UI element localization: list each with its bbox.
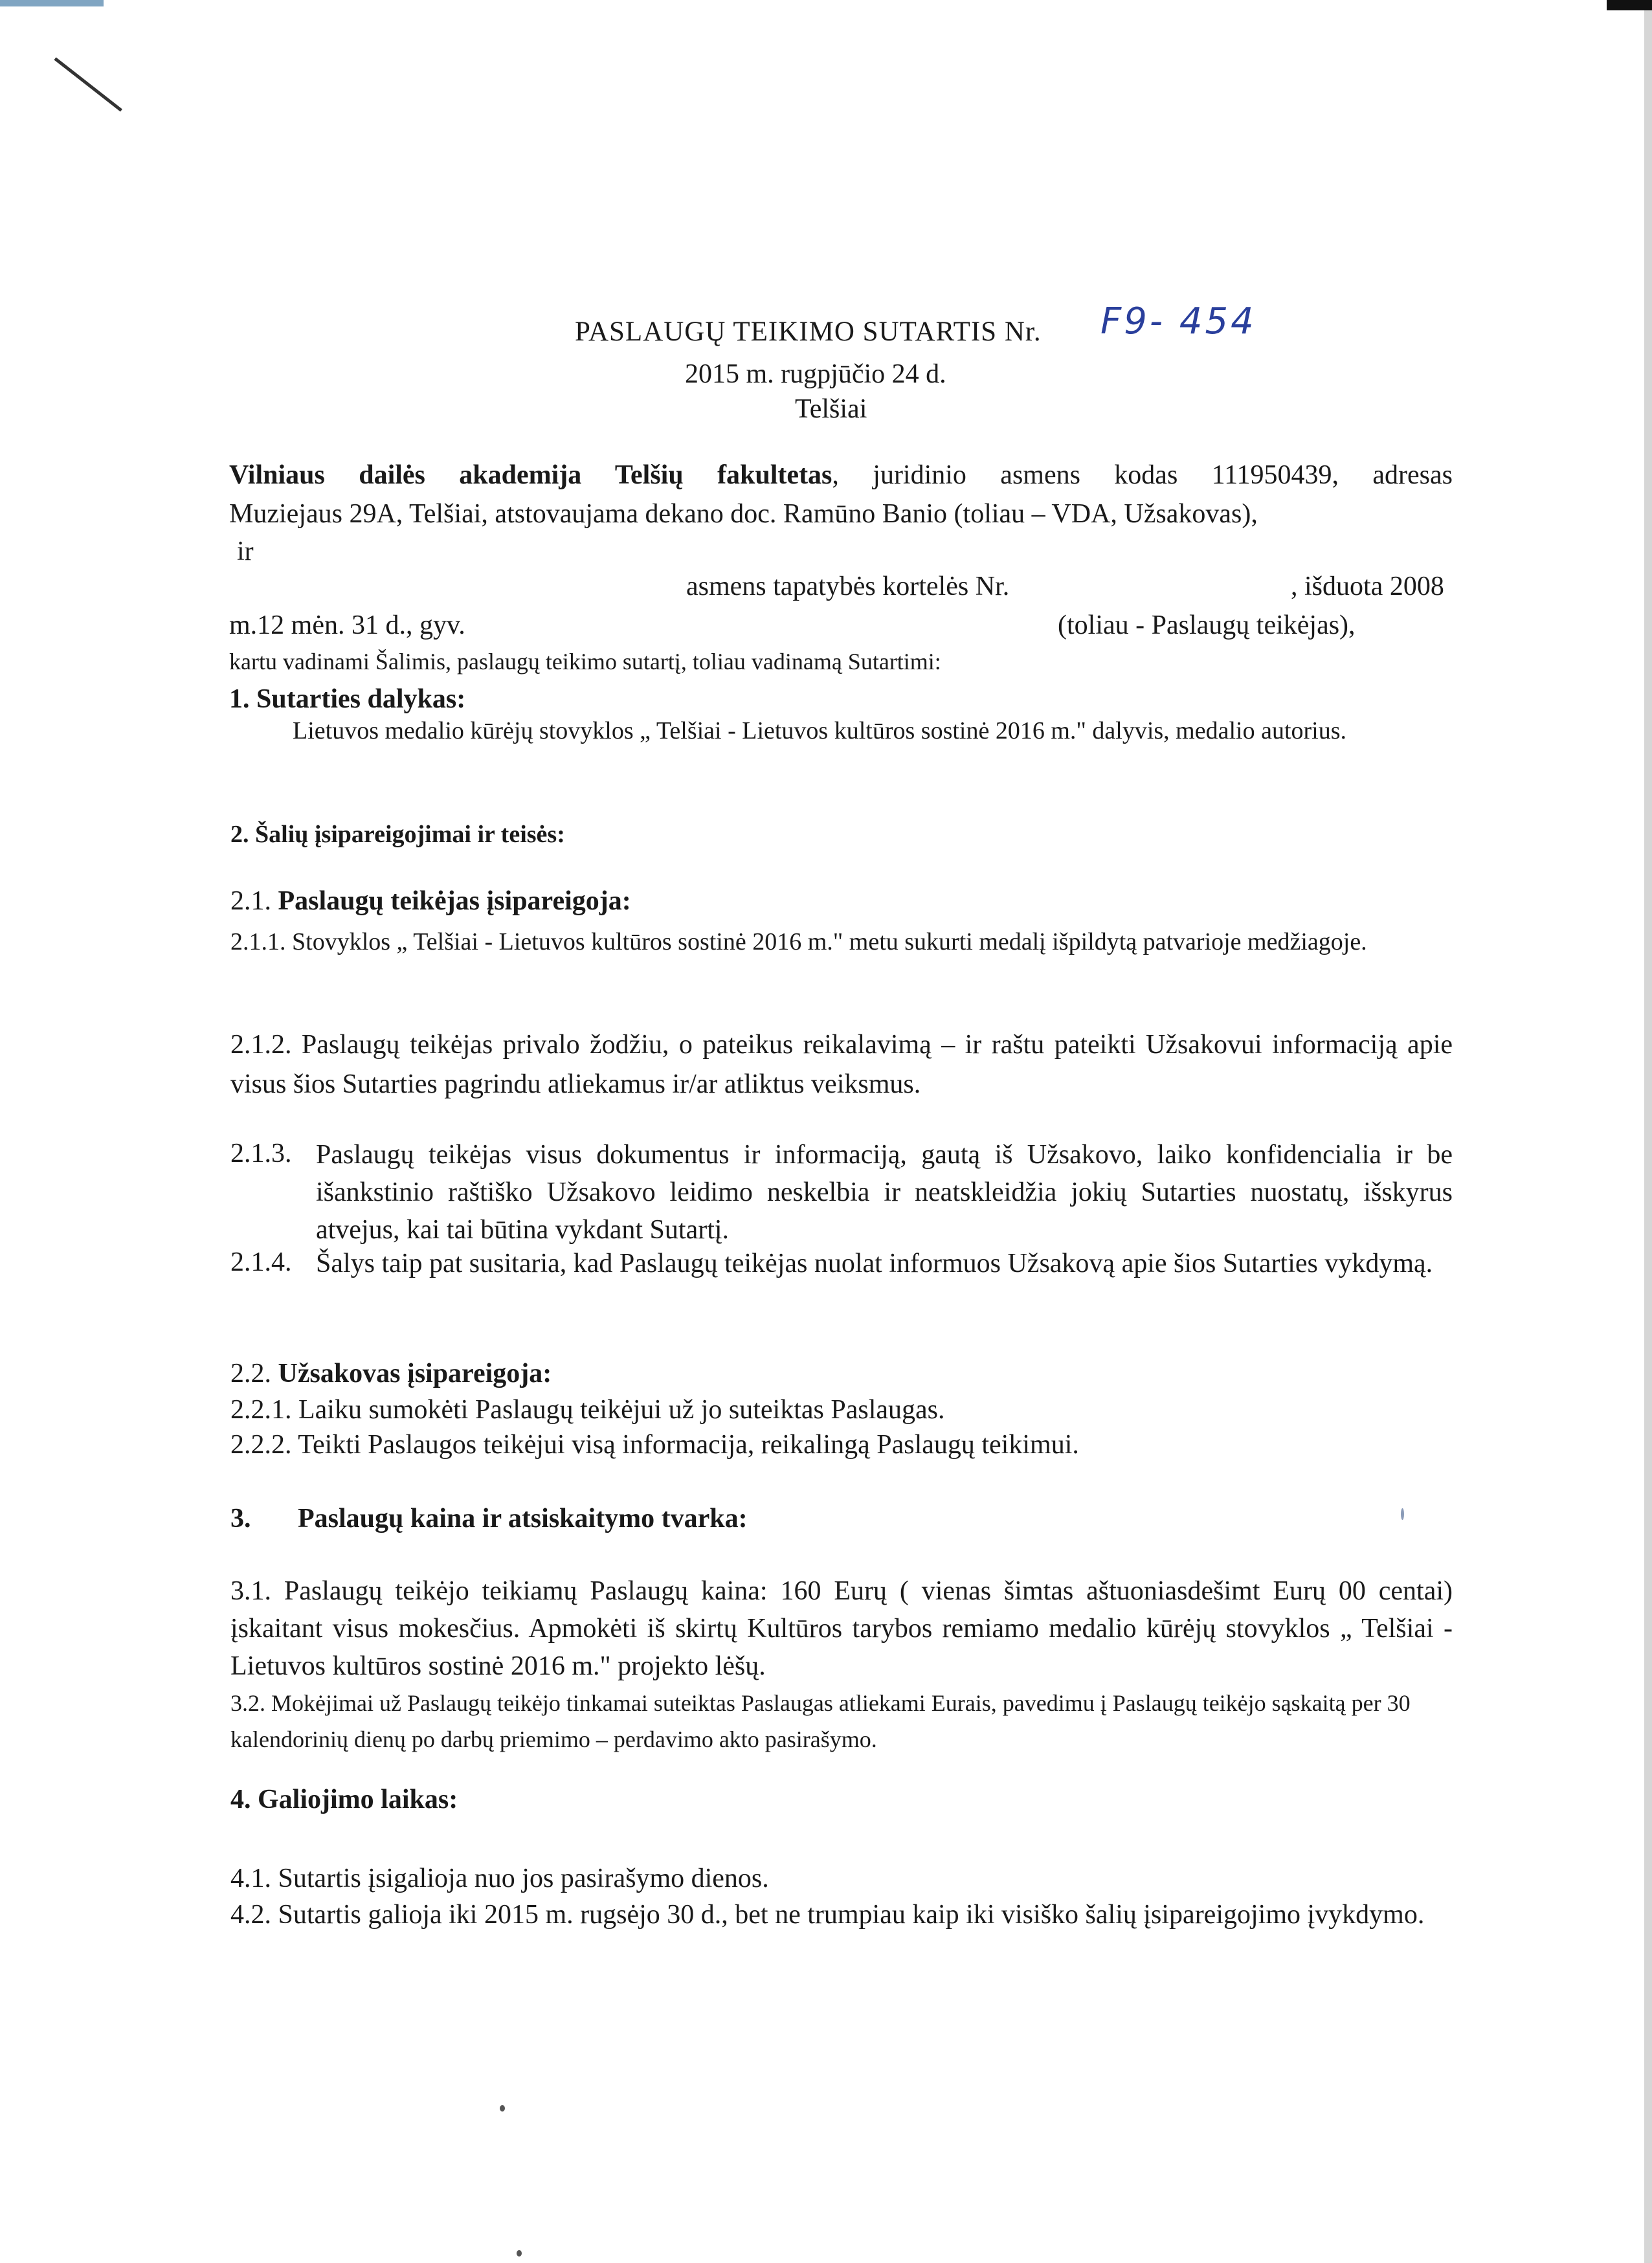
document-city: Telšiai [795, 394, 867, 424]
clause-2-2-2: 2.2.2. Teikti Paslaugos teikėjui visą informacija, reikalingą Paslaugų teikimui. [230, 1430, 1079, 1460]
clause-2-1-2: 2.1.2. Paslaugų teikėjas privalo žodžiu, o pateikus reikalavimą – ir raštu pateikti Užsakovui informaciją apie visus šios Sutarties pagrindu atliekamus ir/ar atliktus veiksmus. [230, 1030, 1453, 1099]
clause-3-1: 3.1. Paslaugų teikėjo teikiamų Paslaugų kaina: 160 Eurų ( vienas šimtas aštuoniasdešimt Eurų 00 centai) įskaitant visus mokesčius. Apmokėti iš skirtų Kultūros tarybos remiamo medalio kūrėjų stovyklos „ Telšiai - Lietuvos kultūros sostinė 2016 m." projekto lėšų. [230, 1576, 1453, 1681]
section-4-heading: 4. Galiojimo laikas: [230, 1785, 458, 1814]
section-2-heading: 2. Šalių įsipareigojimai ir teisės: [230, 821, 565, 848]
handwritten-contract-number: F9- 454 [1100, 300, 1256, 342]
id-card-issued: , išduota 2008 [1291, 572, 1444, 601]
id-card-label: asmens tapatybės kortelės Nr. [686, 572, 1010, 601]
party-name: Vilniaus dailės akademija Telšių fakultetas [229, 460, 832, 490]
section-2-1-title: Paslaugų teikėjas įsipareigoja: [278, 886, 631, 916]
section-3-title: Paslaugų kaina ir atsiskaitymo tvarka: [298, 1504, 748, 1533]
section-2-1-heading [230, 884, 631, 919]
section-2-2-number: 2.2. [230, 1359, 278, 1388]
clause-4-2: 4.2. Sutartis galioja iki 2015 m. rugsėjo 30 d., bet ne trumpiau kaip iki visiško šalių įsipareigojimo įvykdymo. [230, 1900, 1425, 1930]
section-3-heading [230, 1502, 748, 1536]
clause-2-1-4-text: Šalys taip pat susitaria, kad Paslaugų teikėjas nuolat informuos Užsakovą apie šios Sutarties vykdymą. [316, 1249, 1433, 1278]
residence-label: m.12 mėn. 31 d., gyv. [229, 610, 465, 640]
intro-line-1 [229, 458, 1453, 493]
clause-3-2: 3.2. Mokėjimai už Paslaugų teikėjo tinkamai suteiktas Paslaugas atliekami Eurais, pavedimu į Paslaugų teikėjo sąskaitą per 30 kalendorinių dienų po darbų priemimo – perdavimo akto pasirašymo. [230, 1690, 1411, 1752]
section-2-1-number: 2.1. [230, 886, 278, 916]
intro-line-1-rest: , juridinio asmens kodas 111950439, adresas [832, 460, 1453, 490]
section-1-heading: 1. Sutarties dalykas: [229, 684, 466, 714]
intro-line-2: Muziejaus 29A, Telšiai, atstovaujama dekano doc. Ramūno Banio (toliau – VDA, Užsakovas), [229, 499, 1258, 529]
scan-speck [500, 2105, 505, 2112]
scan-speck [1401, 1508, 1404, 1520]
scan-edge-mark [0, 0, 104, 6]
section-1-text: Lietuvos medalio kūrėjų stovyklos „ Telšiai - Lietuvos kultūros sostinė 2016 m." dalyvis, medalio autorius. [293, 717, 1347, 744]
section-2-2-heading [230, 1357, 552, 1391]
clause-4-1: 4.1. Sutartis įsigalioja nuo jos pasirašymo dienos. [230, 1864, 769, 1893]
intro-line-6: kartu vadinami Šalimis, paslaugų teikimo sutartį, toliau vadinamą Sutartimi: [229, 649, 941, 674]
document-title: PASLAUGŲ TEIKIMO SUTARTIS Nr. [575, 317, 1042, 347]
provider-alias: (toliau - Paslaugų teikėjas), [1058, 610, 1356, 640]
clause-2-1-4-number: 2.1.4. [230, 1247, 292, 1277]
intro-line-3: ir [237, 537, 254, 566]
scan-mark [1607, 0, 1652, 10]
clause-2-2-1: 2.2.1. Laiku sumokėti Paslaugų teikėjui už jo suteiktas Paslaugas. [230, 1395, 945, 1425]
clause-2-1-3-text: Paslaugų teikėjas visus dokumentus ir informaciją, gautą iš Užsakovo, laiko konfidencialia ir be išankstinio raštiško Užsakovo leidimo neskelbia ir neatskleidžia jokių Sutarties nuostatų, išskyrus atvejus, kai tai būtina vykdant Sutartį. [316, 1140, 1453, 1245]
section-2-2-title: Užsakovas įsipareigoja: [278, 1359, 552, 1388]
clause-2-1-1: 2.1.1. Stovyklos „ Telšiai - Lietuvos kultūros sostinė 2016 m." metu sukurti medalį išpildytą patvarioje medžiagoje. [230, 928, 1367, 955]
clause-2-1-3-number: 2.1.3. [230, 1139, 292, 1168]
clause-2-1-4 [230, 1245, 1453, 1283]
pen-stroke-mark [54, 58, 122, 112]
scan-edge [1644, 0, 1652, 2263]
scan-speck [517, 2250, 522, 2257]
document-date: 2015 m. rugpjūčio 24 d. [685, 359, 946, 389]
clause-2-1-3 [230, 1137, 1453, 1249]
section-3-number: 3. [230, 1504, 251, 1533]
